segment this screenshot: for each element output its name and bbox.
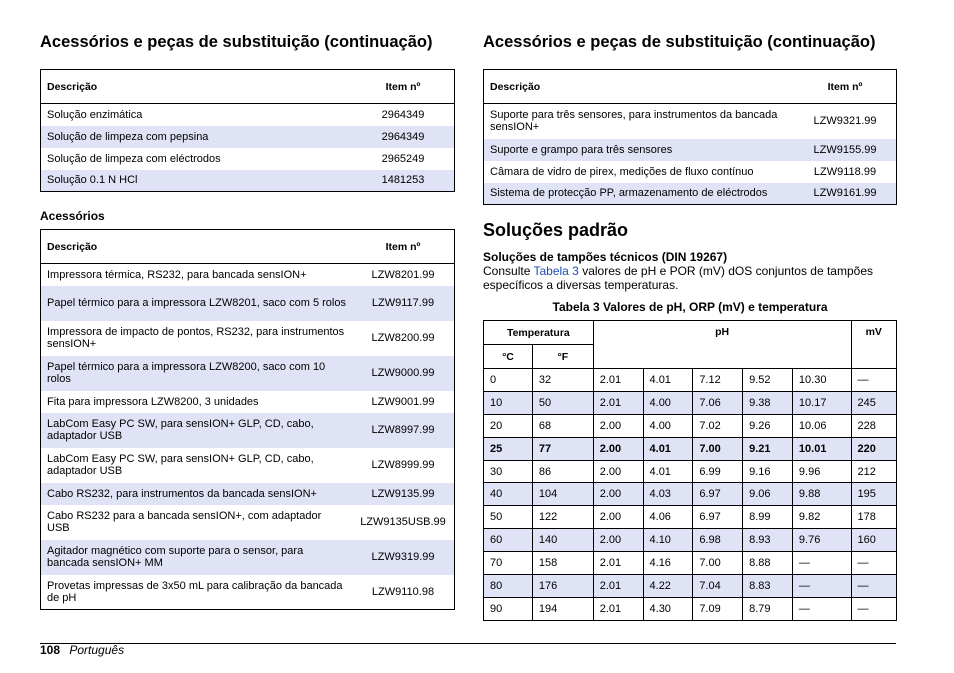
cell-mv: 245 <box>851 391 896 414</box>
cell-mv: 212 <box>851 460 896 483</box>
cell-mv: 160 <box>851 529 896 552</box>
cell-ph-3: 7.06 <box>693 391 743 414</box>
table-row <box>484 391 897 414</box>
table-row <box>484 414 897 437</box>
cell-celsius: 20 <box>484 414 533 437</box>
row-item-number: LZW9135USB.99 <box>360 516 446 528</box>
row-description: Impressora de impacto de pontos, RS232, para instrumentos sensION+ <box>47 326 345 350</box>
row-description: Fita para impressora LZW8200, 3 unidades <box>47 395 259 408</box>
intro-paragraph: Consulte Tabela 3 valores de pH e POR (mV) dOS conjuntos de tampões específicos a diversas temperaturas. <box>483 264 873 292</box>
row-item-number: LZW9319.99 <box>352 540 455 575</box>
row-description: LabCom Easy PC SW, para sensION+ GLP, CD, cabo, adaptador USB <box>47 453 314 477</box>
cell-ph-5: 10.30 <box>792 369 851 392</box>
row-description: Papel térmico para a impressora LZW8201, saco com 5 rolos <box>41 286 353 321</box>
cell-fahrenheit: 32 <box>532 369 593 392</box>
table-row <box>41 413 455 448</box>
cell-mv: 178 <box>851 506 896 529</box>
cell-celsius: 40 <box>484 483 533 506</box>
row-item-number: LZW8200.99 <box>371 332 435 344</box>
table-row <box>41 148 455 170</box>
table-row <box>484 183 897 205</box>
right-parts-body <box>484 104 897 205</box>
cell-ph-2: 4.00 <box>643 391 693 414</box>
cell-ph-1: 2.01 <box>593 552 643 575</box>
table-row <box>41 264 455 286</box>
cell-ph-3: 7.12 <box>693 369 743 392</box>
table-row <box>41 505 455 540</box>
row-description: Câmara de vidro de pirex, medições de fluxo contínuo <box>490 165 754 178</box>
table-row <box>41 104 455 126</box>
cell-ph-2: 4.30 <box>643 597 693 620</box>
left-parts-table <box>40 69 455 192</box>
cell-ph-4: 8.79 <box>743 597 793 620</box>
row-description: Solução enzimática <box>47 108 143 121</box>
cell-ph-2: 4.16 <box>643 552 693 575</box>
table-row <box>41 356 455 391</box>
cell-ph-4: 9.21 <box>743 437 793 460</box>
cell-fahrenheit: 158 <box>532 552 593 575</box>
cell-celsius: 30 <box>484 460 533 483</box>
cell-celsius: 10 <box>484 391 533 414</box>
row-item-number: LZW9110.98 <box>371 585 435 598</box>
row-description: Cabo RS232 para a bancada sensION+, com adaptador USB <box>47 510 322 534</box>
header-temperature: Temperatura <box>484 321 594 345</box>
table-row <box>484 369 897 392</box>
table-row <box>484 529 897 552</box>
table-row <box>41 483 455 505</box>
row-item-number: LZW9161.99 <box>794 183 897 205</box>
cell-ph-2: 4.06 <box>643 506 693 529</box>
cell-ph-5: 10.17 <box>792 391 851 414</box>
header-fahrenheit: °F <box>532 345 593 369</box>
cell-ph-3: 6.97 <box>693 506 743 529</box>
cell-celsius: 0 <box>484 369 533 392</box>
cell-ph-1: 2.00 <box>593 529 643 552</box>
header-mv: mV <box>851 321 896 369</box>
left-parts-body <box>41 104 455 192</box>
row-item-number: LZW9155.99 <box>794 139 897 161</box>
accessories-heading: Acessórios <box>40 209 105 223</box>
right-title: Acessórios e peças de substituição (continuação) <box>483 33 876 51</box>
row-item-number: LZW9001.99 <box>371 395 435 408</box>
cell-ph-1: 2.01 <box>593 597 643 620</box>
table-row <box>41 540 455 575</box>
footer-language: Português <box>69 643 125 657</box>
table-row <box>41 391 455 413</box>
cell-ph-1: 2.01 <box>593 391 643 414</box>
row-description: Solução de limpeza com pepsina <box>41 126 353 148</box>
cell-ph-2: 4.01 <box>643 369 693 392</box>
cell-mv: — <box>851 369 896 392</box>
header-ph: pH <box>593 321 851 369</box>
cell-celsius: 80 <box>484 575 533 598</box>
row-item-number: 1481253 <box>352 170 455 192</box>
table-row <box>484 506 897 529</box>
row-item-number: 2964349 <box>352 126 455 148</box>
row-description: Agitador magnético com suporte para o sensor, para bancada sensION+ MM <box>41 540 353 575</box>
buffer-table <box>483 320 897 621</box>
cell-mv: — <box>851 552 896 575</box>
row-description: Suporte e grampo para três sensores <box>484 139 795 161</box>
header-celsius: °C <box>484 345 533 369</box>
row-description: Provetas impressas de 3x50 mL para calibração da bancada de pH <box>47 579 343 604</box>
cell-ph-2: 4.10 <box>643 529 693 552</box>
table-row <box>41 286 455 321</box>
table-caption: Tabela 3 Valores de pH, ORP (mV) e temperatura <box>552 300 828 314</box>
row-description: Solução 0.1 N HCl <box>41 170 353 192</box>
cell-ph-3: 7.00 <box>693 437 743 460</box>
cell-ph-4: 9.52 <box>743 369 793 392</box>
cell-celsius: 50 <box>484 506 533 529</box>
cell-fahrenheit: 68 <box>532 414 593 437</box>
cell-mv: 195 <box>851 483 896 506</box>
cell-ph-3: 7.04 <box>693 575 743 598</box>
row-item-number: LZW8201.99 <box>371 268 435 281</box>
col-header-description: Descrição <box>41 230 353 264</box>
row-description: LabCom Easy PC SW, para sensION+ GLP, CD, cabo, adaptador USB <box>41 413 353 448</box>
cell-fahrenheit: 86 <box>532 460 593 483</box>
cell-ph-1: 2.00 <box>593 437 643 460</box>
table-row <box>41 575 455 610</box>
cell-ph-1: 2.00 <box>593 483 643 506</box>
row-item-number: LZW9118.99 <box>813 165 877 178</box>
cell-ph-5: 9.88 <box>792 483 851 506</box>
cell-ph-2: 4.01 <box>643 460 693 483</box>
cell-celsius: 70 <box>484 552 533 575</box>
cell-ph-4: 8.83 <box>743 575 793 598</box>
cell-ph-4: 8.99 <box>743 506 793 529</box>
col-header-description: Descrição <box>41 70 353 104</box>
cell-mv: — <box>851 597 896 620</box>
table-row <box>484 575 897 598</box>
col-header-item: Item nº <box>794 70 897 104</box>
accessories-body <box>41 264 455 610</box>
cell-ph-2: 4.03 <box>643 483 693 506</box>
table-row <box>41 448 455 483</box>
cell-celsius: 90 <box>484 597 533 620</box>
solutions-title: Soluções padrão <box>483 220 629 240</box>
cell-ph-5: 9.82 <box>792 506 851 529</box>
row-description: Cabo RS232, para instrumentos da bancada sensION+ <box>41 483 353 505</box>
cell-ph-3: 6.98 <box>693 529 743 552</box>
cell-ph-5: 9.76 <box>792 529 851 552</box>
row-item-number: LZW9135.99 <box>352 483 455 505</box>
row-item-number: LZW9117.99 <box>352 286 455 321</box>
cell-ph-3: 7.00 <box>693 552 743 575</box>
col-header-item: Item nº <box>352 230 455 264</box>
page-number: 108 <box>40 643 61 657</box>
table-row <box>484 104 897 139</box>
table-row <box>484 483 897 506</box>
cell-ph-3: 6.97 <box>693 483 743 506</box>
cell-ph-1: 2.00 <box>593 460 643 483</box>
cell-ph-5: — <box>792 597 851 620</box>
footer-divider <box>40 643 896 644</box>
row-item-number: LZW8999.99 <box>371 459 435 471</box>
cell-ph-5: — <box>792 552 851 575</box>
cell-ph-2: 4.22 <box>643 575 693 598</box>
table-row <box>41 170 455 192</box>
table-row <box>484 552 897 575</box>
table-row <box>484 460 897 483</box>
cell-ph-4: 8.88 <box>743 552 793 575</box>
cell-ph-5: 9.96 <box>792 460 851 483</box>
cell-ph-5: — <box>792 575 851 598</box>
row-description: Sistema de protecção PP, armazenamento de eléctrodos <box>484 183 795 205</box>
cell-fahrenheit: 140 <box>532 529 593 552</box>
table-row <box>484 161 897 183</box>
cell-ph-5: 10.01 <box>792 437 851 460</box>
cell-ph-2: 4.01 <box>643 437 693 460</box>
table-3-link[interactable]: Tabela 3 <box>533 264 579 278</box>
row-description: Suporte para três sensores, para instrumentos da bancada sensION+ <box>490 109 778 134</box>
col-header-item: Item nº <box>352 70 455 104</box>
table-row <box>41 321 455 356</box>
col-header-description: Descrição <box>484 70 795 104</box>
right-parts-table <box>483 69 897 205</box>
buffer-subtitle: Soluções de tampões técnicos (DIN 19267) <box>483 250 728 264</box>
cell-ph-5: 10.06 <box>792 414 851 437</box>
cell-fahrenheit: 122 <box>532 506 593 529</box>
cell-ph-4: 9.26 <box>743 414 793 437</box>
cell-ph-1: 2.01 <box>593 575 643 598</box>
table-row <box>41 126 455 148</box>
cell-ph-2: 4.00 <box>643 414 693 437</box>
cell-mv: 220 <box>851 437 896 460</box>
cell-ph-4: 8.93 <box>743 529 793 552</box>
cell-fahrenheit: 176 <box>532 575 593 598</box>
row-description: Papel térmico para a impressora LZW8200, saco com 10 rolos <box>41 356 353 391</box>
buffer-body <box>484 369 897 621</box>
footer <box>40 643 124 657</box>
cell-celsius: 25 <box>484 437 533 460</box>
row-item-number: 2964349 <box>381 108 425 121</box>
cell-ph-1: 2.01 <box>593 369 643 392</box>
cell-ph-1: 2.00 <box>593 414 643 437</box>
cell-ph-3: 7.02 <box>693 414 743 437</box>
cell-fahrenheit: 77 <box>532 437 593 460</box>
row-description: Solução de limpeza com eléctrodos <box>47 152 221 165</box>
cell-ph-4: 9.06 <box>743 483 793 506</box>
table-row <box>484 437 897 460</box>
accessories-table <box>40 229 455 610</box>
cell-fahrenheit: 194 <box>532 597 593 620</box>
cell-ph-4: 9.38 <box>743 391 793 414</box>
cell-ph-4: 9.16 <box>743 460 793 483</box>
cell-ph-3: 6.99 <box>693 460 743 483</box>
row-item-number: LZW9321.99 <box>813 115 877 128</box>
row-item-number: LZW9000.99 <box>352 356 455 391</box>
row-item-number: 2965249 <box>381 152 425 165</box>
row-item-number: LZW8997.99 <box>352 413 455 448</box>
table-row <box>484 597 897 620</box>
cell-fahrenheit: 104 <box>532 483 593 506</box>
cell-mv: 228 <box>851 414 896 437</box>
table-row <box>484 139 897 161</box>
cell-fahrenheit: 50 <box>532 391 593 414</box>
left-title: Acessórios e peças de substituição (continuação) <box>40 33 433 51</box>
cell-celsius: 60 <box>484 529 533 552</box>
cell-mv: — <box>851 575 896 598</box>
row-description: Impressora térmica, RS232, para bancada sensION+ <box>47 268 307 281</box>
cell-ph-1: 2.00 <box>593 506 643 529</box>
cell-ph-3: 7.09 <box>693 597 743 620</box>
